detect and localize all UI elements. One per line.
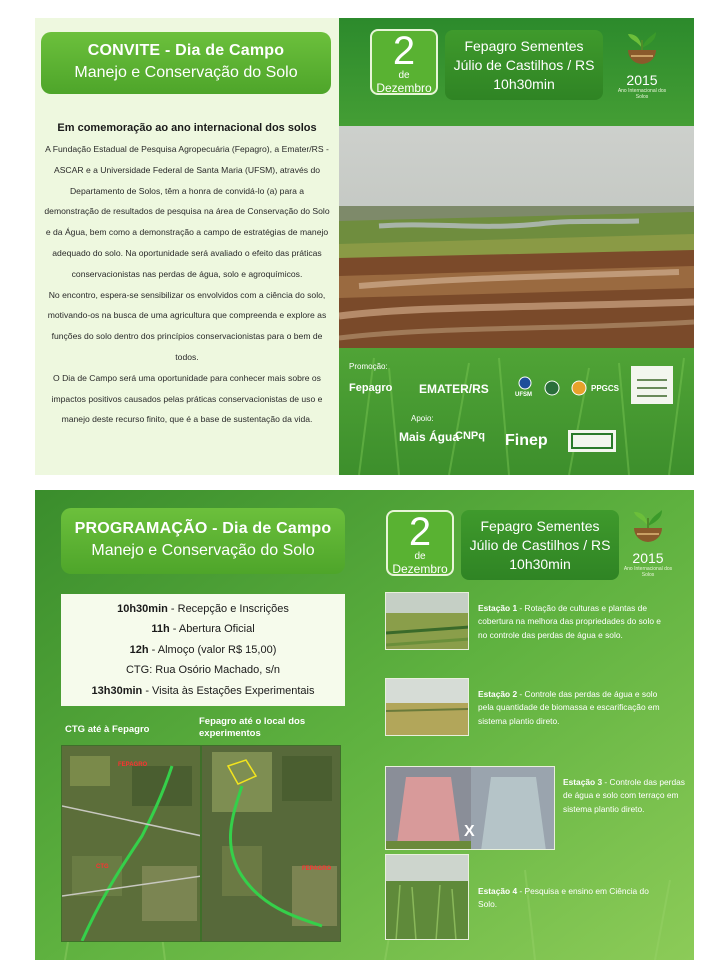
- event-date-badge: [370, 29, 438, 95]
- invitation-title-box: [41, 32, 331, 94]
- schedule-item: 10h30min - Recepção e Inscrições: [117, 603, 289, 615]
- invitation-body: [43, 139, 331, 430]
- event-time: 10h30min: [509, 556, 571, 572]
- satellite-map-2: [202, 746, 341, 942]
- event-place-line2: Júlio de Castilhos / RS: [469, 537, 611, 553]
- event-place-line1: Fepagro Sementes: [480, 518, 600, 534]
- program-title: PROGRAMAÇÃO - Dia de Campo: [74, 520, 332, 537]
- invitation-text-panel: [35, 18, 339, 475]
- station-1-description: Estação 1 - Rotação de culturas e plantas de cobertura na melhora das propriedades do solo e no controle das perdas de água e solo.: [478, 603, 661, 640]
- partner-emblem-icon: [544, 380, 560, 396]
- map2-label: Fepagro até o local dos experimentos: [199, 716, 306, 739]
- event-place-line1: Fepagro Sementes: [464, 38, 584, 54]
- ufsm-emblem-icon: [518, 376, 532, 390]
- invitation-sheet: [35, 18, 694, 475]
- event-month: Dezembro: [376, 81, 432, 95]
- invitation-cover-panel: [339, 18, 694, 475]
- program-year-of-soils-logo: [621, 504, 675, 578]
- invitation-heading: Em comemoração ao ano internacional dos solos: [57, 122, 317, 134]
- program-title-box: [61, 508, 345, 574]
- station-2-description: Estação 2 - Controle das perdas de água e solo pela quantidade de biomassa e escarificação em sistema plantio direto.: [478, 689, 660, 726]
- station-3-description: Estação 3 - Controle das perdas de água e solo com terraço em sistema plantio direto.: [563, 777, 685, 814]
- invitation-paragraph: No encontro, espera-se sensibilizar os envolvidos com a ciência do solo, motivando-os na busca de uma agricultura que compreenda e explore as funções do solo dentro dos princípios conservacionistas para o bem de todos.: [47, 289, 327, 362]
- invitation-title: CONVITE - Dia de Campo: [87, 42, 285, 59]
- schedule-item: 13h30min - Visita às Estações Experimentais: [91, 684, 315, 697]
- soil-sprout-icon: [622, 26, 662, 66]
- program-schedule: [61, 594, 345, 706]
- station-1-photo: [385, 592, 469, 650]
- event-month: Dezembro: [392, 562, 448, 576]
- station-4-photo: [385, 854, 469, 940]
- event-time: 10h30min: [493, 76, 555, 92]
- eroded-field-image: [339, 126, 694, 348]
- map-fepagro-to-experiments: [201, 745, 341, 942]
- logo-year: 2015: [632, 550, 664, 566]
- program-date-badge: [386, 510, 454, 576]
- program-location-box: [461, 510, 619, 580]
- year-of-soils-logo: [615, 26, 669, 100]
- schedule-item: 11h - Abertura Oficial: [151, 623, 255, 636]
- logo-year: 2015: [626, 72, 658, 88]
- event-day: 2: [392, 29, 416, 73]
- todos-pelo-rs-logo: [631, 366, 673, 404]
- map-ctg-to-fepagro: [61, 745, 201, 942]
- event-day: 2: [408, 510, 432, 554]
- sponsor-ppgcs-logo: PPGCS: [591, 384, 620, 393]
- sponsor-ufsm-logo: UFSM: [515, 392, 532, 398]
- satellite-map-1: [62, 746, 201, 942]
- crop-rotation-image: [386, 593, 469, 650]
- event-place-line2: Júlio de Castilhos / RS: [453, 57, 595, 73]
- support-finep-logo: Finep: [505, 432, 548, 449]
- soil-sprout-icon: [628, 504, 668, 544]
- map-tag-ctg: CTG: [96, 864, 109, 870]
- logo-caption: Ano Internacional dos Solos: [623, 566, 673, 578]
- station-2-photo: [385, 678, 469, 736]
- event-date-de: de: [414, 551, 426, 562]
- sponsor-fepagro-logo: Fepagro: [349, 382, 393, 394]
- event-location-box: [445, 30, 603, 100]
- station-4-description: Estação 4 - Pesquisa e ensino em Ciência do Solo.: [478, 886, 649, 910]
- ministry-logo: [568, 430, 616, 452]
- support-mais-agua-logo: Mais Água: [399, 430, 460, 444]
- support-label: Apoio:: [411, 414, 434, 423]
- invitation-paragraph: O Dia de Campo será uma oportunidade para conhecer mais sobre os impactos positivos causados pelas práticas conservacionistas de uso e manejo deste recurso finito, que é a base de sustentação da vida.: [51, 372, 323, 425]
- program-subtitle: Manejo e Conservação do Solo: [91, 542, 315, 559]
- schedule-item: 12h - Almoço (valor R$ 15,00): [129, 643, 277, 656]
- program-sheet: [35, 490, 694, 960]
- logo-caption: Ano Internacional dos Solos: [617, 88, 667, 100]
- invitation-subtitle: Manejo e Conservação do Solo: [74, 64, 298, 81]
- teaching-field-image: [386, 855, 469, 940]
- schedule-item: CTG: Rua Osório Machado, s/n: [125, 664, 281, 677]
- support-cnpq-logo: CNPq: [455, 430, 485, 442]
- map1-label: CTG até à Fepagro: [65, 724, 150, 735]
- sponsor-emater-logo: EMATER/RS: [419, 382, 489, 396]
- biomass-field-image: [386, 679, 469, 736]
- map-tag-fepagro: FEPAGRO: [118, 762, 148, 768]
- map-tag-fepagro: FEPAGRO: [302, 866, 332, 872]
- event-date-de: de: [398, 70, 410, 81]
- field-landscape-photo: [339, 126, 694, 348]
- comparison-x-mark: X: [464, 823, 475, 840]
- promotion-label: Promoção:: [349, 362, 388, 371]
- invitation-paragraph: A Fundação Estadual de Pesquisa Agropecuária (Fepagro), a Emater/RS - ASCAR e a Universidade Federal de Santa Maria (UFSM), através do Departamento de Solos, têm a honra de convidá-lo (a) para a demonstração de resultados de pesquisa na área de Conservação do Solo e da Água, bem como a demonstração a campo de estratégias de manejo adequado do solo. Na oportunidade será avaliado o efeito das práticas conservacionistas nas perdas de água, solo e agroquímicos.: [44, 144, 330, 279]
- ppgcs-emblem-icon: [571, 380, 587, 396]
- station-3-photo: [385, 766, 555, 850]
